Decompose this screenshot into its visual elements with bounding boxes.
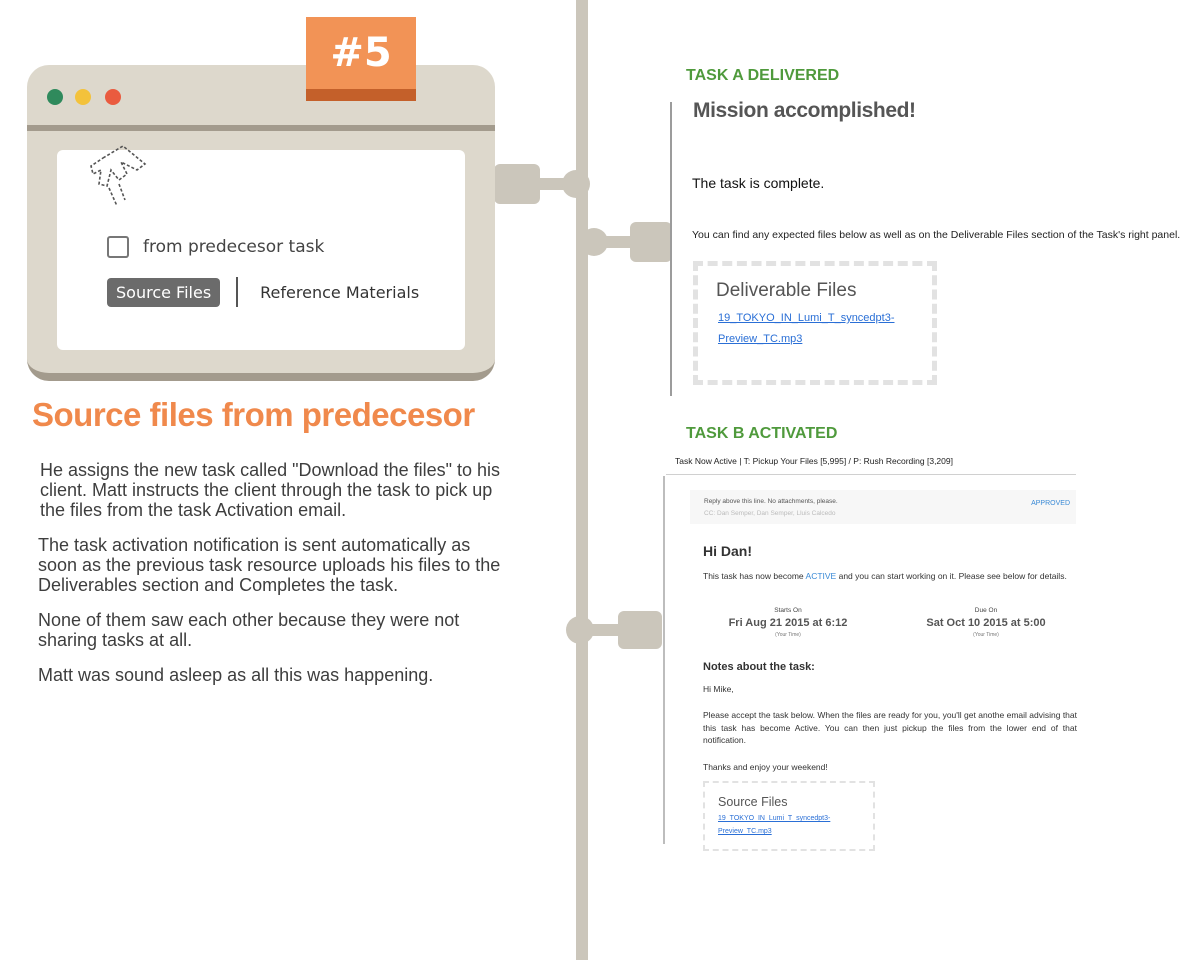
paragraph: None of them saw each other because they were not sharing tasks at all.: [38, 610, 460, 650]
paragraph: The task activation notification is sent automatically as soon as the previous task resource uploads his files to the Deliverables section and Completes the task.: [38, 535, 501, 595]
subject-divider: [666, 474, 1076, 475]
due-on-timezone: (Your Time): [973, 632, 999, 638]
task-a-title: Mission accomplished!: [693, 99, 916, 122]
task-a-label: TASK A DELIVERED: [686, 67, 840, 84]
starts-on-block: [718, 607, 858, 638]
source-file-link[interactable]: 19_TOKYO_IN_Lumi_T_syncedpt3-Preview_TC.mp3: [718, 815, 831, 835]
paragraph: He assigns the new task called "Download the files" to his client. Matt instructs the client through the task to pick up the files from the task Activation email.: [40, 460, 501, 520]
email-greeting: Hi Dan!: [703, 543, 752, 559]
predecessor-checkbox-row[interactable]: [107, 236, 324, 258]
status-active-word: ACTIVE: [805, 571, 837, 581]
deliverable-file-link[interactable]: 19_TOKYO_IN_Lumi_T_syncedpt3-Preview_TC.mp3: [718, 312, 895, 345]
file-tabs: [107, 277, 419, 307]
step-badge: #5: [306, 17, 416, 101]
due-on-value: Sat Oct 10 2015 at 5:00: [926, 617, 1046, 629]
email-header: [690, 490, 1076, 524]
deliverable-files-title: Deliverable Files: [716, 280, 857, 301]
connector-block: [618, 611, 662, 649]
notes-heading: Notes about the task:: [703, 661, 815, 673]
status-text-end: and you can start working on it. Please see below for details.: [836, 571, 1067, 581]
task-a-rule: [670, 102, 672, 396]
window-dot-yellow: [75, 89, 91, 105]
notes-body: Please accept the task below. When the files are ready for you, you'll get anothe email advising that this task has become Active. You can then just pickup the files from the lower end of that notification.: [703, 710, 1077, 745]
tab-divider: [236, 277, 238, 307]
section-heading: Source files from predecesor: [32, 396, 475, 433]
tab-reference-materials[interactable]: Reference Materials: [260, 282, 420, 302]
reply-note: Reply above this line. No attachments, please.: [704, 498, 838, 505]
browser-window-illustration: [27, 65, 495, 381]
task-b-rule: [663, 476, 665, 844]
starts-on-label: Starts On: [774, 607, 802, 614]
email-subject: Task Now Active | T: Pickup Your Files [5,995] / P: Rush Recording [3,209]: [675, 456, 953, 466]
task-b-label: TASK B ACTIVATED: [686, 425, 838, 442]
notes-signoff: Thanks and enjoy your weekend!: [703, 762, 828, 772]
window-title-divider: [27, 125, 495, 131]
task-a-complete-text: The task is complete.: [692, 175, 825, 191]
source-files-title: Source Files: [718, 795, 788, 809]
window-dot-red: [105, 89, 121, 105]
task-a-info-text: You can find any expected files below as well as on the Deliverable Files section of the Task's right panel.: [692, 229, 1181, 241]
checkbox-label: from predecesor task: [143, 237, 325, 257]
predecessor-checkbox[interactable]: [107, 236, 129, 258]
cc-line: CC: Dan Semper, Dan Semper, Lluis Calcedo: [704, 510, 836, 517]
connector-block: [630, 222, 672, 262]
approved-link[interactable]: APPROVED: [1031, 500, 1070, 507]
paragraph: Matt was sound asleep as all this was happening.: [38, 665, 434, 685]
source-files-box: [703, 781, 875, 851]
due-on-label: Due On: [974, 607, 998, 614]
due-on-block: [916, 607, 1056, 638]
window-content: [57, 150, 465, 350]
status-text: [703, 570, 1079, 582]
starts-on-timezone: (Your Time): [775, 632, 801, 638]
timeline-axis: [576, 0, 588, 960]
window-dot-green: [47, 89, 63, 105]
notes-greeting: Hi Mike,: [703, 684, 734, 694]
description: [38, 460, 508, 700]
deliverable-files-box: [693, 261, 937, 385]
tab-source-files[interactable]: Source Files: [107, 278, 220, 307]
pointing-hand-icon: [87, 144, 157, 214]
starts-on-value: Fri Aug 21 2015 at 6:12: [728, 617, 848, 629]
status-text-start: This task has now become: [703, 571, 806, 581]
